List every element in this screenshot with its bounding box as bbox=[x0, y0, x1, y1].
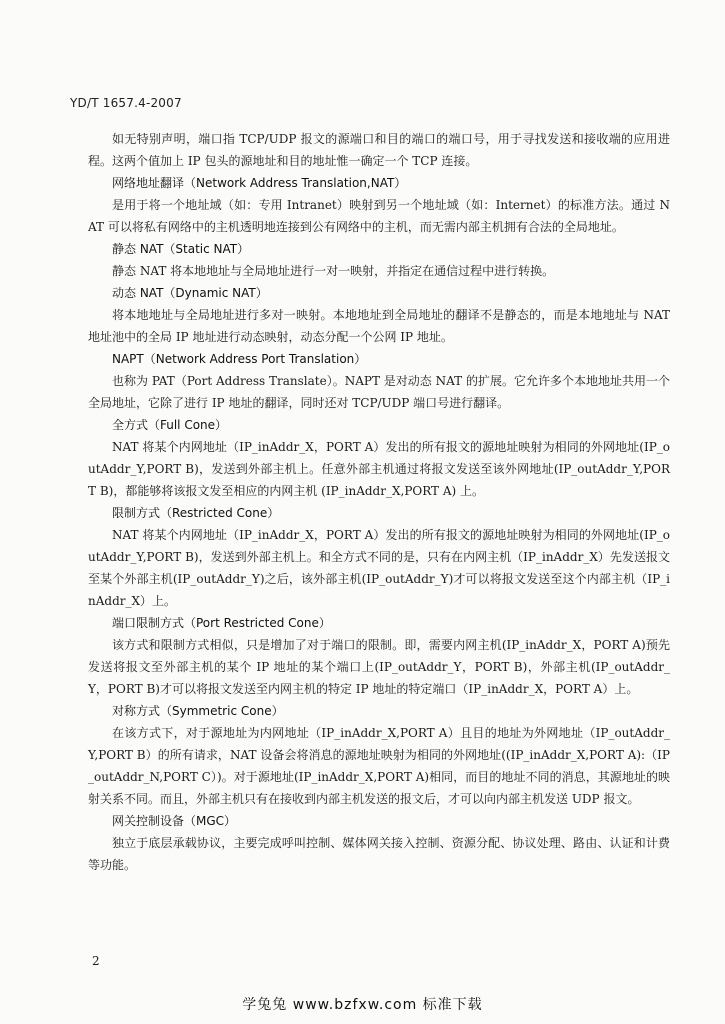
definition-paragraph: NAT 将某个内网地址（IP_inAddr_X，PORT A）发出的所有报文的源地址映射为相同的外网地址(IP_outAddr_Y,PORT B)，发送到外部主机上。任意外部主机通过将报文发送至该外网地址(IP_outAddr_Y,PORT B)，都能够将该报文发至相应的内网主机 (IP_inAddr_X,PORT A) 上。 bbox=[88, 440, 670, 498]
term-heading: 端口限制方式（Port Restricted Cone） bbox=[112, 616, 331, 630]
term-heading: 动态 NAT（Dynamic NAT） bbox=[112, 286, 268, 300]
definition-section bbox=[88, 238, 670, 282]
term-definitions bbox=[88, 172, 670, 876]
definition-section bbox=[88, 612, 670, 700]
definition-paragraph: NAT 将某个内网地址（IP_inAddr_X，PORT A）发出的所有报文的源地址映射为相同的外网地址(IP_outAddr_Y,PORT B)，发送到外部主机上。和全方式不同的是，只有在内网主机（IP_inAddr_X）先发送报文至某个外部主机(IP_outAddr_Y)之后，该外部主机(IP_outAddr_Y)才可以将报文发送至这个内部主机（IP_inAddr_X）上。 bbox=[88, 528, 670, 608]
term-heading: 全方式（Full Cone） bbox=[112, 418, 228, 432]
definition-section bbox=[88, 348, 670, 414]
definition-section bbox=[88, 414, 670, 502]
definition-paragraph: 也称为 PAT（Port Address Translate）。NAPT 是对动态 NAT 的扩展。它允许多个本地地址共用一个全局地址，它除了进行 IP 地址的翻译，同时还对 TCP/UDP 端口号进行翻译。 bbox=[88, 374, 670, 410]
term-heading: 对称方式（Symmetric Cone） bbox=[112, 704, 284, 718]
definition-paragraph: 静态 NAT 将本地地址与全局地址进行一对一映射，并指定在通信过程中进行转换。 bbox=[112, 264, 555, 278]
watermark-footer: 学兔兔 www.bzfxw.com 标准下载 bbox=[242, 997, 483, 1013]
definition-section bbox=[88, 282, 670, 348]
definition-section bbox=[88, 172, 670, 238]
document-body bbox=[88, 128, 670, 876]
page-number: 2 bbox=[92, 954, 100, 968]
document-code-header: YD/T 1657.4-2007 bbox=[70, 96, 182, 110]
term-heading: 网关控制设备（MGC） bbox=[112, 814, 237, 828]
definition-section bbox=[88, 700, 670, 810]
definition-section bbox=[88, 810, 670, 876]
definition-paragraph: 将本地地址与全局地址进行多对一映射。本地地址到全局地址的翻译不是静态的，而是本地地址与 NAT 地址池中的全局 IP 地址进行动态映射，动态分配一个公网 IP 地址。 bbox=[88, 308, 670, 344]
definition-section bbox=[88, 502, 670, 612]
definition-paragraph: 独立于底层承载协议，主要完成呼叫控制、媒体网关接入控制、资源分配、协议处理、路由、认证和计费等功能。 bbox=[88, 836, 670, 872]
intro-paragraph: 如无特别声明，端口指 TCP/UDP 报文的源端口和目的端口的端口号，用于寻找发送和接收端的应用进程。这两个值加上 IP 包头的源地址和目的地址惟一确定一个 TCP 连接。 bbox=[88, 132, 670, 168]
definition-paragraph: 该方式和限制方式相似，只是增加了对于端口的限制。即，需要内网主机(IP_inAddr_X，PORT A)预先发送将报文至外部主机的某个 IP 地址的某个端口上(IP_outAddr_Y，PORT B)，外部主机(IP_outAddr_Y，PORT B)才可以将报文发送至内网主机的特定 IP 地址的特定端口（IP_inAddr_X，PORT A）上。 bbox=[88, 638, 670, 696]
definition-paragraph: 在该方式下，对于源地址为内网地址（IP_inAddr_X,PORT A）且目的地址为外网地址（IP_outAddr_Y,PORT B）的所有请求，NAT 设备会将消息的源地址映射为相同的外网地址((IP_inAddr_X,PORT A):（IP_outAddr_N,PORT C）)。对于源地址(IP_inAddr_X,PORT A)相同，而目的地址不同的消息，其源地址的映射关系不同。而且，外部主机只有在接收到内部主机发送的报文后，才可以向内部主机发送 UDP 报文。 bbox=[88, 726, 670, 806]
term-heading: 网络地址翻译（Network Address Translation,NAT） bbox=[112, 176, 407, 190]
definition-paragraph: 是用于将一个地址域（如：专用 Intranet）映射到另一个地址域（如：Internet）的标准方法。通过 NAT 可以将私有网络中的主机透明地连接到公有网络中的主机，而无需内部主机拥有合法的全局地址。 bbox=[88, 198, 670, 234]
term-heading: NAPT（Network Address Port Translation） bbox=[112, 352, 367, 366]
term-heading: 限制方式（Restricted Cone） bbox=[112, 506, 280, 520]
term-heading: 静态 NAT（Static NAT） bbox=[112, 242, 250, 256]
